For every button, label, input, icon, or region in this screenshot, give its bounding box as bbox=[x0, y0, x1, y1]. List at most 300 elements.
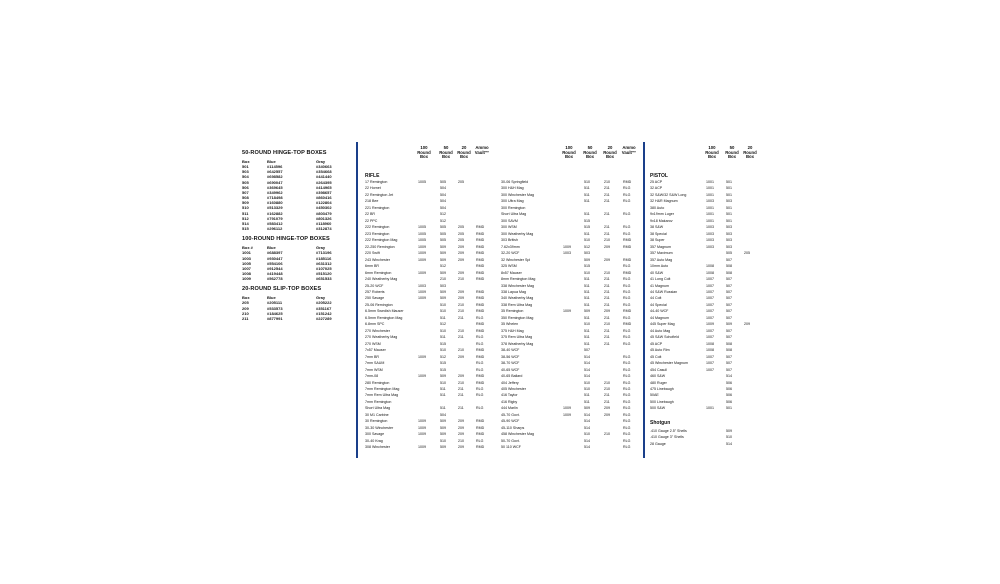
box-50: 507 bbox=[726, 296, 732, 301]
box-50: 514 bbox=[584, 438, 590, 443]
box-50: 501 bbox=[726, 180, 732, 184]
box-50: 507 bbox=[726, 354, 732, 359]
box-50: 510 bbox=[440, 328, 446, 333]
box-100: 1008 bbox=[706, 348, 714, 353]
ammo-vault: RLG bbox=[476, 406, 484, 411]
gray-code: #450302 bbox=[316, 205, 332, 211]
blue-code: #369645 bbox=[267, 184, 283, 190]
ammo-vault: RMD bbox=[476, 348, 485, 353]
ammo-vault: RMD bbox=[476, 296, 485, 301]
blue-code: #296112 bbox=[267, 226, 283, 232]
ammo-vault: RMD bbox=[476, 225, 485, 230]
box-50: 503 bbox=[726, 244, 732, 249]
cartridge-name: 300 H&H Mag bbox=[501, 186, 524, 191]
cartridge-name: 380 Auto bbox=[650, 205, 665, 210]
col-header-h50 bbox=[580, 146, 600, 160]
cartridge-name: 325 WSM bbox=[501, 264, 517, 269]
blue-code: #690047 bbox=[267, 179, 283, 185]
gray-code: #441440 bbox=[316, 174, 332, 180]
box-100: 1009 bbox=[418, 251, 426, 256]
cartridge-name: Short Ultra Mag bbox=[501, 212, 527, 217]
ammo-vault: RMD bbox=[476, 238, 485, 243]
cartridge-name: 40-65 Ballard bbox=[501, 374, 523, 379]
cartridge-name: 40-65 WCF bbox=[501, 367, 520, 372]
box-number: 510 bbox=[242, 205, 249, 211]
box-20: 209 bbox=[458, 432, 464, 437]
cartridge-name: 300 Ultra Mag bbox=[501, 199, 524, 204]
col-header-line: 50 bbox=[729, 145, 735, 150]
box-50: 514 bbox=[726, 374, 732, 379]
box-50: 503 bbox=[726, 225, 732, 230]
blue-code: #877991 bbox=[267, 315, 283, 321]
ammo-vault: RMD bbox=[476, 354, 485, 359]
cartridge-name: 22 BR bbox=[365, 212, 375, 217]
box-50: 511 bbox=[584, 393, 590, 398]
box-50: 501 bbox=[726, 186, 732, 191]
col-header-line: Box bbox=[441, 154, 451, 160]
box-50: 510 bbox=[584, 432, 590, 437]
box-50: 510 bbox=[440, 438, 446, 443]
box-50: 511 bbox=[584, 335, 590, 340]
box-100: 1009 bbox=[418, 419, 426, 424]
ammo-vault: RLG bbox=[623, 199, 631, 204]
cartridge-name: 50 110 WCF bbox=[501, 445, 521, 450]
header-box: Box bbox=[242, 295, 250, 301]
box-50: 515 bbox=[584, 218, 590, 223]
box-20: 210 bbox=[604, 322, 610, 327]
gray-code: #515120 bbox=[316, 270, 332, 276]
ammo-vault: RLG bbox=[623, 192, 631, 197]
box-50: 509 bbox=[440, 270, 446, 275]
box-100: 1005 bbox=[418, 180, 426, 184]
box-50: 512 bbox=[440, 218, 446, 223]
box-100: 1007 bbox=[706, 302, 714, 307]
box-100: 1005 bbox=[418, 225, 426, 230]
box-20: 209 bbox=[604, 257, 610, 262]
box-100: 1005 bbox=[418, 231, 426, 236]
cartridge-name: 17 Remington bbox=[365, 180, 388, 184]
box-20: 209 bbox=[458, 445, 464, 450]
box-50: 507 bbox=[726, 302, 732, 307]
col-header-line: Box bbox=[727, 154, 737, 160]
box-number: 209 bbox=[242, 305, 249, 311]
box-100: 1001 bbox=[706, 186, 714, 191]
col-header-line: Vault™ bbox=[621, 149, 637, 155]
col-header-line: Round bbox=[417, 149, 431, 155]
box-50: 515 bbox=[440, 341, 446, 346]
box-50: 511 bbox=[584, 399, 590, 404]
box-20: 211 bbox=[604, 231, 610, 236]
cartridge-name: 375 Rem Ultra Mag bbox=[501, 335, 533, 340]
box-50: 511 bbox=[584, 199, 590, 204]
box-20: 211 bbox=[458, 393, 464, 398]
box-20: 210 bbox=[604, 432, 610, 437]
box-50: 510 bbox=[584, 180, 590, 184]
box-100: 1009 bbox=[418, 432, 426, 437]
gray-code: #205222 bbox=[316, 300, 332, 306]
col-header-line: Round bbox=[439, 149, 453, 155]
cartridge-name: 35 Remington bbox=[501, 309, 524, 314]
header-blue: Blue bbox=[267, 295, 276, 301]
ammo-vault: RMD bbox=[476, 231, 485, 236]
ammo-vault: RLG bbox=[476, 335, 484, 340]
box-100: 1007 bbox=[706, 367, 714, 372]
box-codes-panel bbox=[242, 150, 352, 326]
box-50: 511 bbox=[584, 296, 590, 301]
box-100: 1009 bbox=[418, 244, 426, 249]
box-20: 210 bbox=[458, 328, 464, 333]
cartridge-name: 40 S&W bbox=[650, 270, 664, 275]
box-50: 511 bbox=[440, 387, 446, 391]
ammo-column-3 bbox=[650, 146, 765, 447]
box-100: 1009 bbox=[418, 445, 426, 450]
ammo-vault: RLG bbox=[623, 412, 631, 417]
cartridge-name: 30 Remington bbox=[365, 419, 388, 424]
col-header-h100 bbox=[559, 146, 579, 160]
blue-code: #583412 bbox=[267, 220, 283, 226]
box-100: 1009 bbox=[418, 289, 426, 294]
cartridge-name: 38 S&W bbox=[650, 225, 664, 230]
cartridge-name: 25-06 Remington bbox=[365, 302, 393, 307]
cartridge-name: 45 Winchester Magnum bbox=[650, 361, 688, 366]
box-20: 211 bbox=[458, 406, 464, 411]
box-100: 1001 bbox=[706, 212, 714, 217]
cartridge-name: 300 WSM bbox=[501, 225, 517, 230]
col-header-line: Round bbox=[562, 149, 576, 155]
box-100: 1009 bbox=[418, 425, 426, 430]
col-header-line: Ammo bbox=[622, 145, 636, 150]
box-number: 1005 bbox=[242, 260, 251, 266]
gray-code: #713196 bbox=[316, 250, 332, 256]
col-header-line: Box bbox=[585, 154, 595, 160]
box-100: 1007 bbox=[706, 361, 714, 366]
cartridge-name: 460 S&W bbox=[650, 374, 666, 379]
cartridge-name: 6.8mm SPC bbox=[365, 322, 385, 327]
cartridge-name: 308 Winchester bbox=[365, 445, 390, 450]
col-header-line: Ammo bbox=[475, 145, 489, 150]
ammo-vault: RLG bbox=[623, 335, 631, 340]
box-20: 211 bbox=[604, 289, 610, 294]
box-100: 1003 bbox=[563, 251, 571, 256]
col-header-line: Round bbox=[705, 149, 719, 155]
blue-code: #114596 bbox=[267, 164, 283, 170]
ammo-vault: RMD bbox=[476, 257, 485, 262]
cartridge-name: 44 Special bbox=[650, 302, 667, 307]
box-20: 209 bbox=[458, 251, 464, 256]
box-50: 506 bbox=[726, 399, 732, 404]
col-header-line: 20 bbox=[607, 145, 613, 150]
cartridge-name: 300 Savage bbox=[365, 432, 385, 437]
ammo-vault: RLG bbox=[476, 438, 484, 443]
cartridge-name: 222 Remington Mag bbox=[365, 238, 398, 243]
column-header bbox=[365, 146, 493, 173]
blue-code: #349962 bbox=[267, 189, 283, 195]
box-50: 514 bbox=[584, 367, 590, 372]
box-20: 211 bbox=[604, 302, 610, 307]
box-50: 509 bbox=[440, 244, 446, 249]
box-50: 509 bbox=[726, 322, 732, 327]
cartridge-name: 270 Weatherby Mag bbox=[365, 335, 398, 340]
cartridge-name: 8x57 Mauser bbox=[501, 270, 522, 275]
blue-code: #930447 bbox=[267, 255, 283, 261]
cartridge-name: 223 Remington bbox=[365, 231, 390, 236]
box-100: 1001 bbox=[706, 406, 714, 411]
gray-code: #414965 bbox=[316, 184, 332, 190]
box-50: 511 bbox=[584, 315, 590, 320]
cartridge-name: 218 Bee bbox=[365, 199, 379, 204]
gray-code: #631312 bbox=[316, 260, 332, 266]
box-50: 511 bbox=[584, 186, 590, 191]
ammo-vault: RLG bbox=[476, 315, 484, 320]
gray-code: #312874 bbox=[316, 226, 332, 232]
box-50: 511 bbox=[584, 302, 590, 307]
ammo-vault: RMD bbox=[476, 277, 485, 282]
cartridge-name: 338 Winchester Mag bbox=[501, 283, 534, 288]
box-50: 509 bbox=[726, 428, 732, 433]
ammo-vault: RMD bbox=[476, 419, 485, 424]
box-50: 501 bbox=[726, 212, 732, 217]
col-header-h20 bbox=[740, 146, 760, 160]
ammo-vault: RMD bbox=[476, 289, 485, 294]
box-number: 210 bbox=[242, 310, 249, 316]
box-50: 511 bbox=[584, 231, 590, 236]
box-50: 510 bbox=[440, 302, 446, 307]
box-50: 510 bbox=[584, 380, 590, 385]
col-header-vault bbox=[472, 146, 492, 155]
ammo-vault: RLG bbox=[623, 328, 631, 333]
box-50: 509 bbox=[440, 425, 446, 430]
blue-code: #533573 bbox=[267, 305, 283, 311]
box-50: 508 bbox=[726, 341, 732, 346]
ammo-vault: RLG bbox=[623, 302, 631, 307]
cartridge-name: 44 Auto Mag bbox=[650, 328, 671, 333]
ammo-vault: RLG bbox=[476, 341, 484, 346]
col-header-line: 50 bbox=[443, 145, 449, 150]
box-20: 211 bbox=[604, 335, 610, 340]
box-code-row bbox=[242, 226, 352, 231]
box-20: 211 bbox=[604, 192, 610, 197]
box-50: 504 bbox=[440, 192, 446, 197]
box-code-row bbox=[242, 276, 352, 281]
col-header-vault bbox=[619, 146, 639, 155]
cartridge-name: 375 H&H Mag bbox=[501, 328, 524, 333]
col-header-line: 20 bbox=[747, 145, 753, 150]
box-50: 507 bbox=[726, 257, 732, 262]
col-header-line: Box bbox=[459, 154, 469, 160]
box-50: 510 bbox=[440, 380, 446, 385]
box-number: 205 bbox=[242, 300, 249, 306]
box-20: 210 bbox=[604, 238, 610, 243]
box-50: 509 bbox=[584, 309, 590, 314]
ammo-vault: RLG bbox=[623, 315, 631, 320]
box-100: 1009 bbox=[418, 257, 426, 262]
box-20: 209 bbox=[458, 419, 464, 424]
ammo-vault: RMD bbox=[476, 380, 485, 385]
cartridge-name: 45 Colt bbox=[650, 354, 662, 359]
cartridge-name: 220 Swift bbox=[365, 251, 380, 256]
box-50: 510 bbox=[440, 309, 446, 314]
cartridge-name: 378 Weatherby Mag bbox=[501, 341, 534, 346]
ammo-vault: RMD bbox=[476, 309, 485, 314]
box-50: 507 bbox=[726, 283, 732, 288]
box-20: 210 bbox=[458, 277, 464, 282]
ammo-vault: RLG bbox=[623, 186, 631, 191]
hinge100-title: 100-ROUND HINGE-TOP BOXES bbox=[242, 236, 330, 243]
cartridge-name: 7.62x39mm bbox=[501, 244, 520, 249]
cartridge-name: 444 Marlin bbox=[501, 406, 518, 411]
cartridge-name: 405 Winchester bbox=[501, 387, 526, 391]
box-50: 507 bbox=[726, 367, 732, 372]
cartridge-name: 240 Weatherby Mag bbox=[365, 277, 398, 282]
ammo-vault: RLG bbox=[623, 361, 631, 366]
box-50: 508 bbox=[726, 270, 732, 275]
box-50: 512 bbox=[584, 244, 590, 249]
box-50: 506 bbox=[726, 393, 732, 398]
box-50: 507 bbox=[584, 348, 590, 353]
cartridge-name: 9x19mm Luger bbox=[650, 212, 674, 217]
ammo-vault: RLG bbox=[623, 393, 631, 398]
col-header-line: Box bbox=[605, 154, 615, 160]
col-header-h100 bbox=[702, 146, 722, 160]
ammo-vault: RLG bbox=[623, 212, 631, 217]
box-50: 511 bbox=[584, 192, 590, 197]
col-header-line: Round bbox=[583, 149, 597, 155]
box-20: 209 bbox=[744, 322, 750, 327]
box-50: 507 bbox=[726, 361, 732, 366]
ammo-vault: RMD bbox=[476, 270, 485, 275]
box-50: 511 bbox=[584, 289, 590, 294]
ammo-vault: RLG bbox=[623, 438, 631, 443]
box-20: 211 bbox=[604, 341, 610, 346]
ammo-vault: RLG bbox=[476, 361, 484, 366]
col-header-h20 bbox=[454, 146, 474, 160]
box-20: 211 bbox=[604, 283, 610, 288]
box-50: 507 bbox=[726, 335, 732, 340]
cartridge-name: 300 SAVM bbox=[501, 218, 518, 223]
box-20: 210 bbox=[458, 302, 464, 307]
box-50: 509 bbox=[440, 445, 446, 450]
cartridge-name: Short Ultra Mag bbox=[365, 406, 391, 411]
cartridge-name: 10mm Auto bbox=[650, 264, 669, 269]
cartridge-name: 500 Linebaugh bbox=[650, 399, 674, 404]
blue-code: #184625 bbox=[267, 310, 283, 316]
cartridge-name: 50-70 Govt. bbox=[501, 438, 520, 443]
blue-code: #791079 bbox=[267, 215, 283, 221]
box-50: 511 bbox=[584, 212, 590, 217]
cartridge-name: 25 ACP bbox=[650, 180, 663, 184]
box-100: 1007 bbox=[706, 354, 714, 359]
col-header-h20 bbox=[600, 146, 620, 160]
cartridge-name: 350 Remington Mag bbox=[501, 315, 534, 320]
gray-code: #340663 bbox=[316, 164, 332, 170]
box-20: 209 bbox=[458, 257, 464, 262]
cartridge-name: 44 S&W Russian bbox=[650, 289, 678, 294]
box-100: 1008 bbox=[706, 264, 714, 269]
cartridge-name: 458 Winchester Mag bbox=[501, 432, 534, 437]
cartridge-name: 45-70 Govt. bbox=[501, 412, 520, 417]
box-20: 210 bbox=[458, 380, 464, 385]
box-20: 209 bbox=[458, 354, 464, 359]
cartridge-name: 35 Whelen bbox=[501, 322, 519, 327]
slip20-title: 20-ROUND SLIP-TOP BOXES bbox=[242, 286, 322, 293]
col-header-line: 50 bbox=[587, 145, 593, 150]
ammo-vault: RLG bbox=[623, 225, 631, 230]
blue-code: #513329 bbox=[267, 205, 283, 211]
box-100: 1007 bbox=[706, 283, 714, 288]
box-20: 209 bbox=[604, 412, 610, 417]
ammo-vault: RMD bbox=[476, 302, 485, 307]
box-20: 211 bbox=[604, 199, 610, 204]
box-20: 205 bbox=[458, 180, 464, 184]
cartridge-name: 7mm WSM bbox=[365, 367, 383, 372]
box-20: 211 bbox=[604, 186, 610, 191]
cartridge-name: 270 Winchester bbox=[365, 328, 390, 333]
cartridge-name: 300 Weatherby Mag bbox=[501, 231, 534, 236]
col-header-line: 20 bbox=[461, 145, 467, 150]
box-50: 509 bbox=[440, 296, 446, 301]
box-100: 1009 bbox=[418, 354, 426, 359]
box-50: 504 bbox=[440, 186, 446, 191]
box-50: 501 bbox=[726, 192, 732, 197]
ammo-vault: RLG bbox=[476, 387, 484, 391]
ammo-vault: RLG bbox=[623, 445, 631, 450]
cartridge-name: 7mm BR bbox=[365, 354, 379, 359]
gray-code: #118960 bbox=[316, 220, 332, 226]
cartridge-name: 340 Weatherby Mag bbox=[501, 296, 534, 301]
header-gray: Gray bbox=[316, 159, 326, 164]
ammo-vault: RMD bbox=[623, 244, 632, 249]
box-20: 211 bbox=[604, 399, 610, 404]
box-code-row bbox=[242, 316, 352, 321]
ammo-row bbox=[650, 405, 765, 411]
blue-code: #912544 bbox=[267, 265, 283, 271]
col-header-line: Vault™ bbox=[474, 149, 490, 155]
ammo-vault: RMD bbox=[476, 251, 485, 256]
gray-code: #151242 bbox=[316, 310, 332, 316]
gray-code: #264395 bbox=[316, 179, 332, 185]
ammo-row bbox=[501, 444, 639, 450]
ammo-vault: RMD bbox=[623, 238, 632, 243]
cartridge-name: 22 PPC bbox=[365, 218, 378, 223]
cartridge-name: 28 Gauge bbox=[650, 441, 666, 446]
col-header-h50 bbox=[436, 146, 456, 160]
col-header-line: Box bbox=[419, 154, 429, 160]
cartridge-name: 7x57 Mauser bbox=[365, 348, 386, 353]
box-50: 511 bbox=[584, 277, 590, 282]
cartridge-name: 32 ACP bbox=[650, 186, 663, 191]
ammo-vault: RLG bbox=[623, 341, 631, 346]
box-number: 503 bbox=[242, 169, 249, 175]
cartridge-name: 480 Ruger bbox=[650, 380, 667, 385]
box-number: 508 bbox=[242, 195, 249, 201]
cartridge-name: 7mm Rem Ultra Mag bbox=[365, 393, 399, 398]
box-50: 515 bbox=[440, 367, 446, 372]
box-20: 211 bbox=[604, 277, 610, 282]
cartridge-name: 6mm Remington bbox=[365, 270, 392, 275]
blue-code: #205111 bbox=[267, 300, 283, 306]
ammo-vault: RMD bbox=[623, 257, 632, 262]
box-100: 1003 bbox=[706, 199, 714, 204]
cartridge-name: 38 Special bbox=[650, 231, 667, 236]
box-50: 503 bbox=[726, 238, 732, 243]
category-pistol: PISTOL bbox=[650, 173, 668, 179]
header-blue: Blue bbox=[267, 159, 276, 164]
ammo-vault: RLG bbox=[476, 367, 484, 372]
blue-code: #419448 bbox=[267, 270, 283, 276]
box-50: 509 bbox=[584, 406, 590, 411]
ammo-vault: RLG bbox=[623, 406, 631, 411]
box-100: 1007 bbox=[706, 296, 714, 301]
